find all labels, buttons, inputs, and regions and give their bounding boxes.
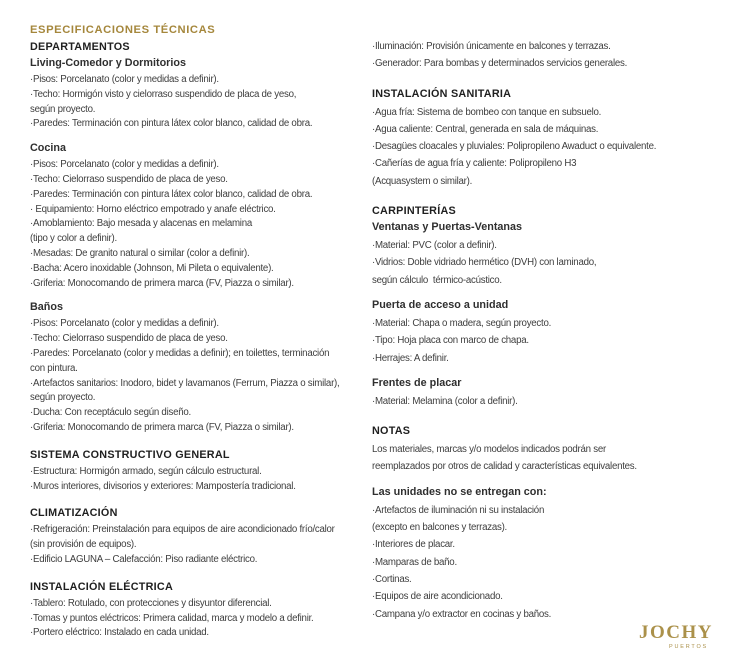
spec-line: según proyecto. (30, 392, 96, 404)
group-frentes-de-placar (372, 377, 732, 410)
right-column (372, 38, 732, 623)
group-cocina (30, 142, 375, 291)
spec-line: ·Muros interiores, divisorios y exteriores: Mampostería tradicional. (30, 480, 296, 492)
spec-line: · Equipamiento: Horno eléctrico empotrado y anafe eléctrico. (30, 203, 276, 215)
group (372, 441, 732, 476)
section-heading: DEPARTAMENTOS (30, 41, 130, 53)
spec-line: reemplazados por otros de calidad y características equivalentes. (372, 461, 637, 473)
section-carpinterias (372, 205, 732, 410)
spec-line: ·Tomas y puntos eléctricos: Primera calidad, marca y modelo a definir. (30, 612, 314, 624)
spec-line: ·Material: Melamina (color a definir). (372, 395, 518, 407)
spec-line: según proyecto. (30, 103, 96, 115)
spec-line: ·Ducha: Con receptáculo según diseño. (30, 407, 191, 419)
section-heading: INSTALACIÓN SANITARIA (372, 87, 512, 100)
group-title: Las unidades no se entregan con: (372, 485, 547, 498)
group (30, 523, 375, 567)
section-departamentos (30, 41, 375, 436)
spec-line: (Acquasystem o similar). (372, 175, 473, 187)
spec-line: ·Paredes: Terminación con pintura látex color blanco, calidad de obra. (30, 118, 313, 130)
spec-line: ·Campana y/o extractor en cocinas y baños. (372, 608, 552, 620)
spec-line: ·Cañerías de agua fría y caliente: Polipropileno H3 (372, 158, 577, 170)
section-heading: CLIMATIZACIÓN (30, 507, 118, 520)
page-title: ESPECIFICACIONES TÉCNICAS (30, 24, 216, 36)
group (372, 38, 732, 73)
spec-line: ·Artefactos sanitarios: Inodoro, bidet y lavamanos (Ferrum, Piazza o similar), (30, 377, 340, 389)
spec-line: (sin provisión de equipos). (30, 539, 137, 551)
section-sistema-constructivo-general (30, 449, 375, 495)
section-notas (372, 425, 732, 623)
group-puerta-de-acceso-a-unidad (372, 299, 732, 367)
group-banos (30, 301, 375, 435)
spec-line: según cálculo térmico-acústico. (372, 274, 502, 286)
spec-line: ·Pisos: Porcelanato (color y medidas a definir). (30, 159, 219, 171)
left-column (30, 41, 375, 641)
spec-line: ·Estructura: Hormigón armado, según cálculo estructural. (30, 465, 262, 477)
group-title: Living-Comedor y Dormitorios (30, 57, 186, 69)
spec-line: ·Artefactos de iluminación ni su instalación (372, 504, 545, 516)
group (30, 465, 375, 495)
spec-line: ·Pisos: Porcelanato (color y medidas a definir). (30, 318, 219, 330)
group (372, 104, 732, 190)
spec-line: ·Paredes: Terminación con pintura látex color blanco, calidad de obra. (30, 188, 313, 200)
section-instalacion-electrica (30, 581, 375, 641)
spec-line: ·Mamparas de baño. (372, 556, 457, 568)
section-heading: NOTAS (372, 425, 411, 438)
spec-line: ·Agua caliente: Central, generada en sala de máquinas. (372, 123, 599, 135)
spec-line: ·Griferia: Monocomando de primera marca (FV, Piazza o similar). (30, 277, 294, 289)
spec-line: ·Techo: Cielorraso suspendido de placa de yeso. (30, 333, 228, 345)
spec-line: ·Amoblamiento: Bajo mesada y alacenas en melamina (30, 218, 252, 230)
spec-line: ·Techo: Hormigón visto y cielorraso suspendido de placa de yeso, (30, 88, 297, 100)
group-title: Baños (30, 301, 63, 314)
spec-line: ·Vidrios: Doble vidriado hermético (DVH) con laminado, (372, 257, 597, 269)
company-logo (639, 622, 711, 650)
spec-line: ·Desagües cloacales y pluviales: Polipropileno Awaduct o equivalente. (372, 141, 657, 153)
spec-line: ·Mesadas: De granito natural o similar (color a definir). (30, 247, 250, 259)
section-heading: SISTEMA CONSTRUCTIVO GENERAL (30, 448, 230, 461)
group-title: Puerta de acceso a unidad (372, 298, 509, 311)
spec-line: ·Equipos de aire acondicionado. (372, 591, 503, 603)
spec-line: ·Tipo: Hoja placa con marco de chapa. (372, 335, 529, 347)
logo-wordmark: JOCHY (639, 622, 713, 643)
group-title: Cocina (30, 142, 66, 155)
spec-line: ·Herrajes: A definir. (372, 352, 449, 364)
spec-line: ·Paredes: Porcelanato (color y medidas a definir); en toilettes, terminación (30, 347, 330, 359)
group-ventanas-y-puertas-ventanas (372, 221, 732, 289)
spec-line: ·Material: Chapa o madera, según proyecto. (372, 317, 552, 329)
spec-line: (tipo y color a definir). (30, 233, 117, 245)
section (372, 38, 732, 73)
group-living-comedor-y-dormitorios (30, 57, 375, 132)
spec-line: ·Agua fría: Sistema de bombeo con tanque en subsuelo. (372, 106, 602, 118)
spec-line: con pintura. (30, 362, 78, 374)
section-climatizacion (30, 507, 375, 567)
spec-line: ·Griferia: Monocomando de primera marca (FV, Piazza o similar). (30, 421, 294, 433)
spec-line: ·Bacha: Acero inoxidable (Johnson, Mi Pileta o equivalente). (30, 262, 274, 274)
spec-line: ·Edificio LAGUNA – Calefacción: Piso radiante eléctrico. (30, 553, 258, 565)
spec-line: ·Pisos: Porcelanato (color y medidas a definir). (30, 74, 219, 85)
spec-line: ·Material: PVC (color a definir). (372, 240, 497, 252)
spec-line: ·Tablero: Rotulado, con protecciones y disyuntor diferencial. (30, 597, 272, 609)
section-heading: INSTALACIÓN ELÉCTRICA (30, 580, 174, 593)
spec-line: ·Portero eléctrico: Instalado en cada unidad. (30, 627, 209, 639)
group-las-unidades-no-se-entregan-con (372, 486, 732, 623)
spec-line: (excepto en balcones y terrazas). (372, 522, 507, 534)
spec-line: ·Iluminación: Provisión únicamente en balcones y terrazas. (372, 41, 611, 52)
group-title: Ventanas y Puertas-Ventanas (372, 221, 523, 234)
spec-line: ·Techo: Cielorraso suspendido de placa de yeso. (30, 173, 228, 185)
spec-line: ·Generador: Para bombas y determinados servicios generales. (372, 58, 628, 70)
spec-line: ·Interiores de placar. (372, 539, 455, 551)
group (30, 597, 375, 641)
group-title: Frentes de placar (372, 376, 462, 389)
section-heading: CARPINTERÍAS (372, 205, 456, 218)
logo-tagline: PUERTOS (669, 644, 708, 650)
spec-line: ·Cortinas. (372, 573, 412, 585)
spec-line: ·Refrigeración: Preinstalación para equipos de aire acondicionado frío/calor (30, 524, 335, 536)
spec-line: Los materiales, marcas y/o modelos indicados podrán ser (372, 444, 606, 456)
section-instalacion-sanitaria (372, 88, 732, 190)
